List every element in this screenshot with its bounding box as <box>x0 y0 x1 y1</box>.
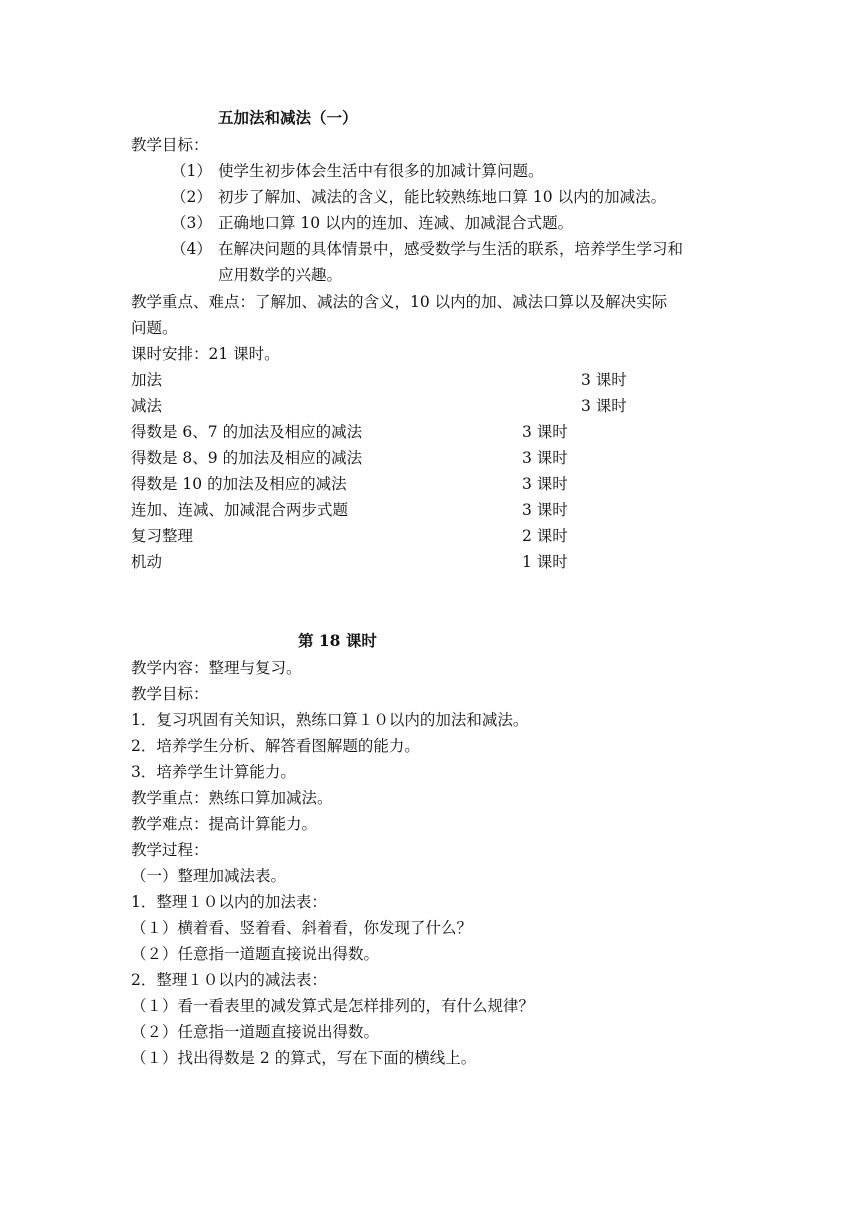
schedule-item-hours: 3 课时 <box>581 371 627 389</box>
lesson-line: （２）任意指一道题直接说出得数。 <box>131 1023 380 1041</box>
schedule-item-name: 得数是 8、9 的加法及相应的减法 <box>131 449 363 467</box>
schedule-item-name: 得数是 10 的加法及相应的减法 <box>131 475 347 493</box>
lesson-line: （２）任意指一道题直接说出得数。 <box>131 945 380 963</box>
objective-text: 正确地口算 10 以内的连加、连减、加减混合式题。 <box>218 214 574 232</box>
lesson-line: （１）看一看表里的减发算式是怎样排列的，有什么规律？ <box>131 997 535 1015</box>
lesson-line: 教学难点：提高计算能力。 <box>131 815 318 833</box>
lesson-line: 教学重点：熟练口算加减法。 <box>131 789 333 807</box>
objective-number: （3） <box>171 214 212 232</box>
lesson-line: （一）整理加减法表。 <box>131 867 287 885</box>
schedule-item-name: 得数是 6、7 的加法及相应的减法 <box>131 423 363 441</box>
lesson-line: 1．复习巩固有关知识，熟练口算１０以内的加法和减法。 <box>131 711 529 729</box>
lesson-line: 2．整理１０以内的减法表： <box>131 971 327 989</box>
objective-text-continued: 应用数学的兴趣。 <box>218 266 343 284</box>
schedule-item-hours: 1 课时 <box>522 553 568 571</box>
lesson-line: 教学内容：整理与复习。 <box>131 659 302 677</box>
schedule-item-name: 减法 <box>131 397 163 415</box>
schedule-item-name: 连加、连减、加减混合两步式题 <box>131 501 349 519</box>
keypoints-line: 教学重点、难点：了解加、减法的含义，10 以内的加、减法口算以及解决实际 <box>131 293 668 311</box>
schedule-item-name: 机动 <box>131 553 163 571</box>
schedule-item-hours: 2 课时 <box>522 527 568 545</box>
schedule-item-hours: 3 课时 <box>522 501 568 519</box>
schedule-item-name: 复习整理 <box>131 527 194 545</box>
schedule-label: 课时安排：21 课时。 <box>131 345 280 363</box>
schedule-item-hours: 3 课时 <box>522 423 568 441</box>
objectives-label: 教学目标： <box>131 136 209 154</box>
schedule-item-hours: 3 课时 <box>522 475 568 493</box>
schedule-item-name: 加法 <box>131 371 163 389</box>
objective-number: （4） <box>171 240 212 258</box>
section-title: 五加法和减法（一） <box>218 108 358 127</box>
schedule-item-hours: 3 课时 <box>522 449 568 467</box>
lesson-line: 1．整理１０以内的加法表： <box>131 893 327 911</box>
lesson-line: （１）横着看、竖着看、斜着看，你发现了什么？ <box>131 919 473 937</box>
lesson-line: （１）找出得数是 2 的算式，写在下面的横线上。 <box>131 1049 477 1067</box>
lesson-line: 3．培养学生计算能力。 <box>131 763 296 781</box>
objective-text: 初步了解加、减法的含义，能比较熟练地口算 10 以内的加减法。 <box>218 188 667 206</box>
keypoints-line: 问题。 <box>131 319 178 337</box>
lesson-line: 教学过程： <box>131 841 209 859</box>
objective-text: 在解决问题的具体情景中，感受数学与生活的联系，培养学生学习和 <box>218 240 684 258</box>
lesson-line: 教学目标： <box>131 685 209 703</box>
schedule-item-hours: 3 课时 <box>581 397 627 415</box>
objective-number: （1） <box>171 162 212 180</box>
objective-text: 使学生初步体会生活中有很多的加减计算问题。 <box>218 162 544 180</box>
lesson-line: 2．培养学生分析、解答看图解题的能力。 <box>131 737 420 755</box>
lesson-title: 第 18 课时 <box>298 631 377 650</box>
objective-number: （2） <box>171 188 212 206</box>
